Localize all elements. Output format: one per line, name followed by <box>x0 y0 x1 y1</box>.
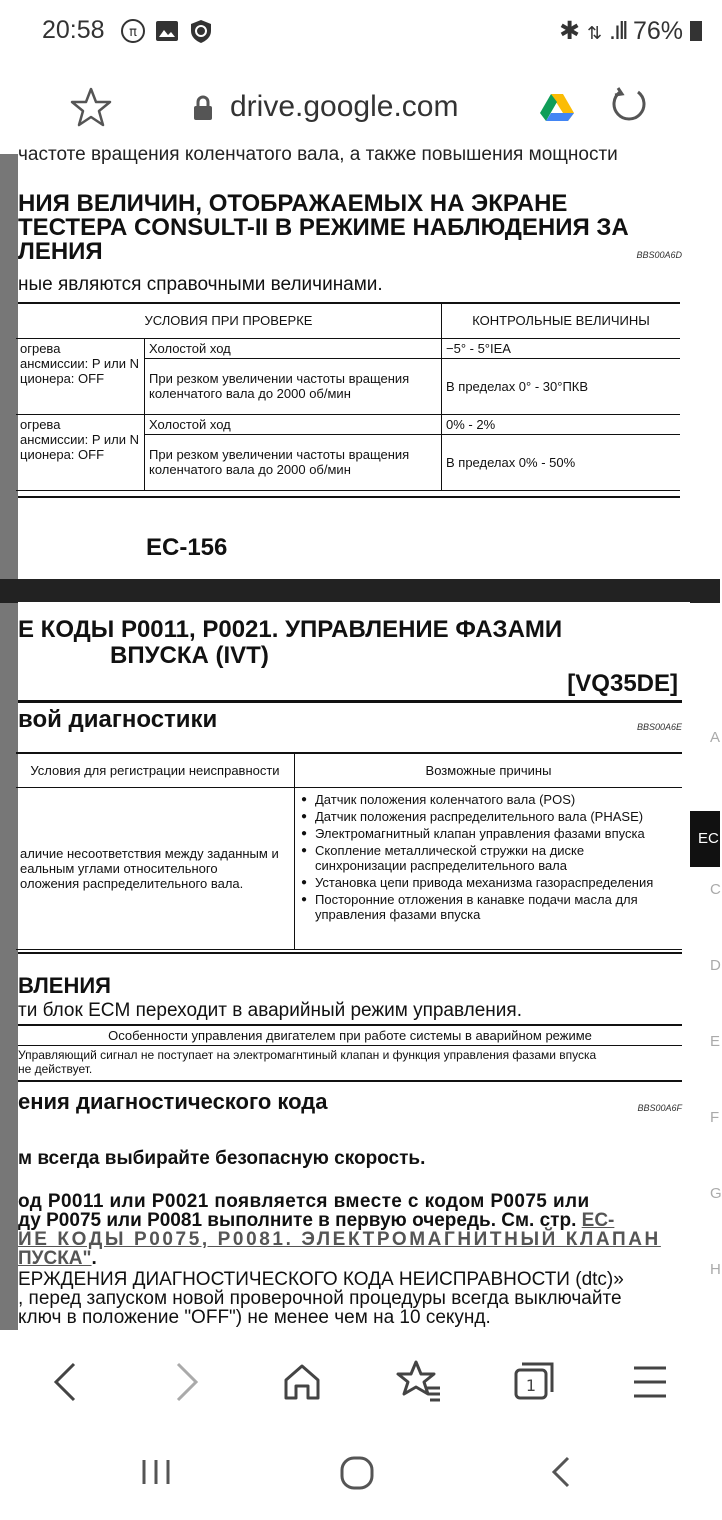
value-cell: В пределах 0% - 50% <box>442 434 681 490</box>
engine-label: [VQ35DE] <box>567 670 678 697</box>
rule <box>18 952 682 954</box>
value-cell: В пределах 0° - 30°ПКВ <box>442 358 681 414</box>
section-heading-4: ВЛЕНИЯ <box>18 973 111 998</box>
url-field[interactable]: drive.google.com <box>230 90 459 123</box>
cut-line: частоте вращения коленчатого вала, а также повышения мощности <box>18 144 618 165</box>
section-heading-1: НИЯ ВЕЛИЧИН, ОТОБРАЖАЕМЫХ НА ЭКРАНЕ <box>18 190 568 217</box>
value-cell: 0% - 2% <box>442 414 681 434</box>
paragraph-end: . <box>91 1248 97 1269</box>
home-button-icon[interactable] <box>338 1454 376 1492</box>
col-header-values: КОНТРОЛЬНЫЕ ВЕЛИЧИНЫ <box>442 304 681 338</box>
system-back-icon[interactable] <box>544 1454 580 1490</box>
browser-bottom-bar <box>0 1330 720 1430</box>
rule <box>18 700 682 703</box>
bookmarks-icon[interactable] <box>392 1354 448 1410</box>
instruction-paragraph <box>18 1192 682 1268</box>
cause-item: ● Датчик положения коленчатого вала (POS) <box>299 792 678 807</box>
cause-item: ● Посторонние отложения в канавке подачи масла для управления фазами впуска <box>299 892 678 922</box>
paragraph-line: ЕРЖДЕНИЯ ДИАГНОСТИЧЕСКОГО КОДА НЕИСПРАВНОСТИ (dtc)» <box>18 1269 624 1290</box>
section-heading-2: Е КОДЫ P0011, P0021. УПРАВЛЕНИЕ ФАЗАМИ <box>18 616 563 643</box>
rail-tab[interactable]: A <box>710 729 721 746</box>
menu-icon[interactable] <box>622 1354 678 1410</box>
google-drive-icon[interactable] <box>540 92 574 122</box>
rail-tab[interactable]: C <box>710 881 721 898</box>
bookmark-star-icon[interactable] <box>70 86 112 128</box>
mode-cell: Холостой ход <box>145 338 442 358</box>
page-gap <box>0 579 720 603</box>
mode-cell: При резком увеличении частоты вращения коленчатого вала до 2000 об/мин <box>145 358 442 414</box>
doc-link[interactable]: EC- <box>581 1210 615 1231</box>
causes-cell <box>295 787 683 949</box>
section-heading-1-line3: ЛЕНИЯ <box>18 238 103 265</box>
instruction-paragraph-2 <box>18 1270 682 1327</box>
section-index-rail <box>690 729 720 1337</box>
mode-cell: При резком увеличении частоты вращения коленчатого вала до 2000 об/мин <box>145 434 442 490</box>
fail-safe-note: ти блок ECM переходит в аварийный режим управления. <box>18 1000 522 1021</box>
gallery-icon <box>154 18 180 44</box>
col-header-condition: Условия для регистрации неисправности <box>16 753 295 787</box>
rail-tab[interactable]: D <box>710 957 721 974</box>
rule <box>18 1024 682 1026</box>
mode-cell: Холостой ход <box>145 414 442 434</box>
col-header-conditions: УСЛОВИЯ ПРИ ПРОВЕРКЕ <box>16 304 442 338</box>
rule <box>18 1045 682 1046</box>
back-icon[interactable] <box>38 1354 94 1410</box>
battery-icon <box>690 21 702 41</box>
forward-icon[interactable] <box>158 1354 214 1410</box>
paragraph-line: ду P0075 или P0081 выполните в первую очередь. См. стр. <box>18 1210 577 1231</box>
ref-id: BBS00A6E <box>636 722 682 732</box>
reference-note: ные являются справочными величинами. <box>18 274 383 295</box>
system-navigation-bar <box>0 1430 720 1520</box>
diagnostic-table <box>16 752 682 950</box>
failsafe-table-body: Управляющий сигнал не поступает на электромагнтиный клапан и функция управления фазами впуска не действует. <box>18 1048 597 1076</box>
rail-tab[interactable]: H <box>710 1261 721 1278</box>
failsafe-table-header: Особенности управления двигателем при работе системы в аварийном режиме <box>108 1028 592 1043</box>
battery-level: 76% <box>633 17 684 45</box>
rail-tab-active[interactable]: EC <box>690 811 720 867</box>
warning-text: м всегда выбирайте безопасную скорость. <box>18 1148 426 1169</box>
rule <box>18 496 680 498</box>
paragraph-line: од P0011 или P0021 появляется вместе с кодом P0075 или <box>18 1191 590 1212</box>
rail-tab[interactable]: F <box>710 1109 720 1126</box>
section-heading-2-line2: ВПУСКА (IVT) <box>110 642 269 669</box>
section-heading-5: ения диагностического кода <box>18 1089 328 1114</box>
status-right <box>559 16 702 46</box>
rail-tab[interactable]: E <box>710 1033 721 1050</box>
value-cell: −5° - 5°IEA <box>442 338 681 358</box>
rule <box>18 1080 682 1082</box>
status-bar <box>0 0 720 62</box>
recent-apps-icon[interactable] <box>138 1454 174 1490</box>
browser-toolbar <box>0 62 720 154</box>
document-page-bottom <box>18 602 690 1330</box>
signal-icon: .ıll <box>609 17 627 45</box>
paragraph-line: , перед запуском новой проверочной процедуры всегда выключайте <box>18 1288 622 1309</box>
condition-cell: огрева ансмиссии: P или N ционера: OFF <box>16 338 145 414</box>
document-viewer[interactable] <box>0 144 722 1330</box>
condition-cell: аличие несоответствия между заданным и еальным углами относительного оложения распределительного вала. <box>16 787 295 949</box>
reload-icon[interactable] <box>608 84 650 126</box>
data-icon: ⇅ <box>587 23 603 43</box>
condition-cell: огрева ансмиссии: P или N ционера: OFF <box>16 414 145 490</box>
section-heading-3: вой диагностики <box>18 706 218 733</box>
lock-icon <box>192 95 214 121</box>
doc-link[interactable]: ИЕ КОДЫ P0075, P0081. ЭЛЕКТРОМАГНИТНЫЙ КЛАПАН <box>18 1229 661 1250</box>
paragraph-line: ключ в положение "OFF") не менее чем на 10 секунд. <box>18 1307 491 1328</box>
cause-item: ● Скопление металлической стружки на диске синхронизации распределительного вала <box>299 843 678 873</box>
section-heading-1-line2: ТЕСТЕРА CONSULT-II В РЕЖИМЕ НАБЛЮДЕНИЯ ЗА <box>18 214 629 241</box>
col-header-causes: Возможные причины <box>295 753 683 787</box>
pi-icon <box>120 18 146 44</box>
doc-link[interactable]: ПУСКА" <box>18 1248 92 1269</box>
rail-tab[interactable]: G <box>710 1185 722 1202</box>
bluetooth-icon: ✱ <box>559 17 581 45</box>
cause-item: ● Датчик положения распределительного вала (PHASE) <box>299 809 678 824</box>
consult-table <box>16 304 680 491</box>
document-page-top <box>18 144 690 579</box>
ref-id: BBS00A6D <box>636 250 682 260</box>
svg-text:1: 1 <box>525 1376 537 1395</box>
cause-item: ● Установка цепи привода механизма газораспределения <box>299 875 678 890</box>
shield-icon <box>188 18 214 44</box>
cause-item: ● Электромагнитный клапан управления фазами впуска <box>299 826 678 841</box>
svg-text:π: π <box>129 25 137 40</box>
clock: 20:58 <box>42 16 105 44</box>
home-icon[interactable] <box>274 1354 330 1410</box>
ref-id: BBS00A6F <box>637 1103 682 1113</box>
tabs-icon[interactable] <box>506 1354 562 1410</box>
page-number: EC-156 <box>146 534 228 561</box>
